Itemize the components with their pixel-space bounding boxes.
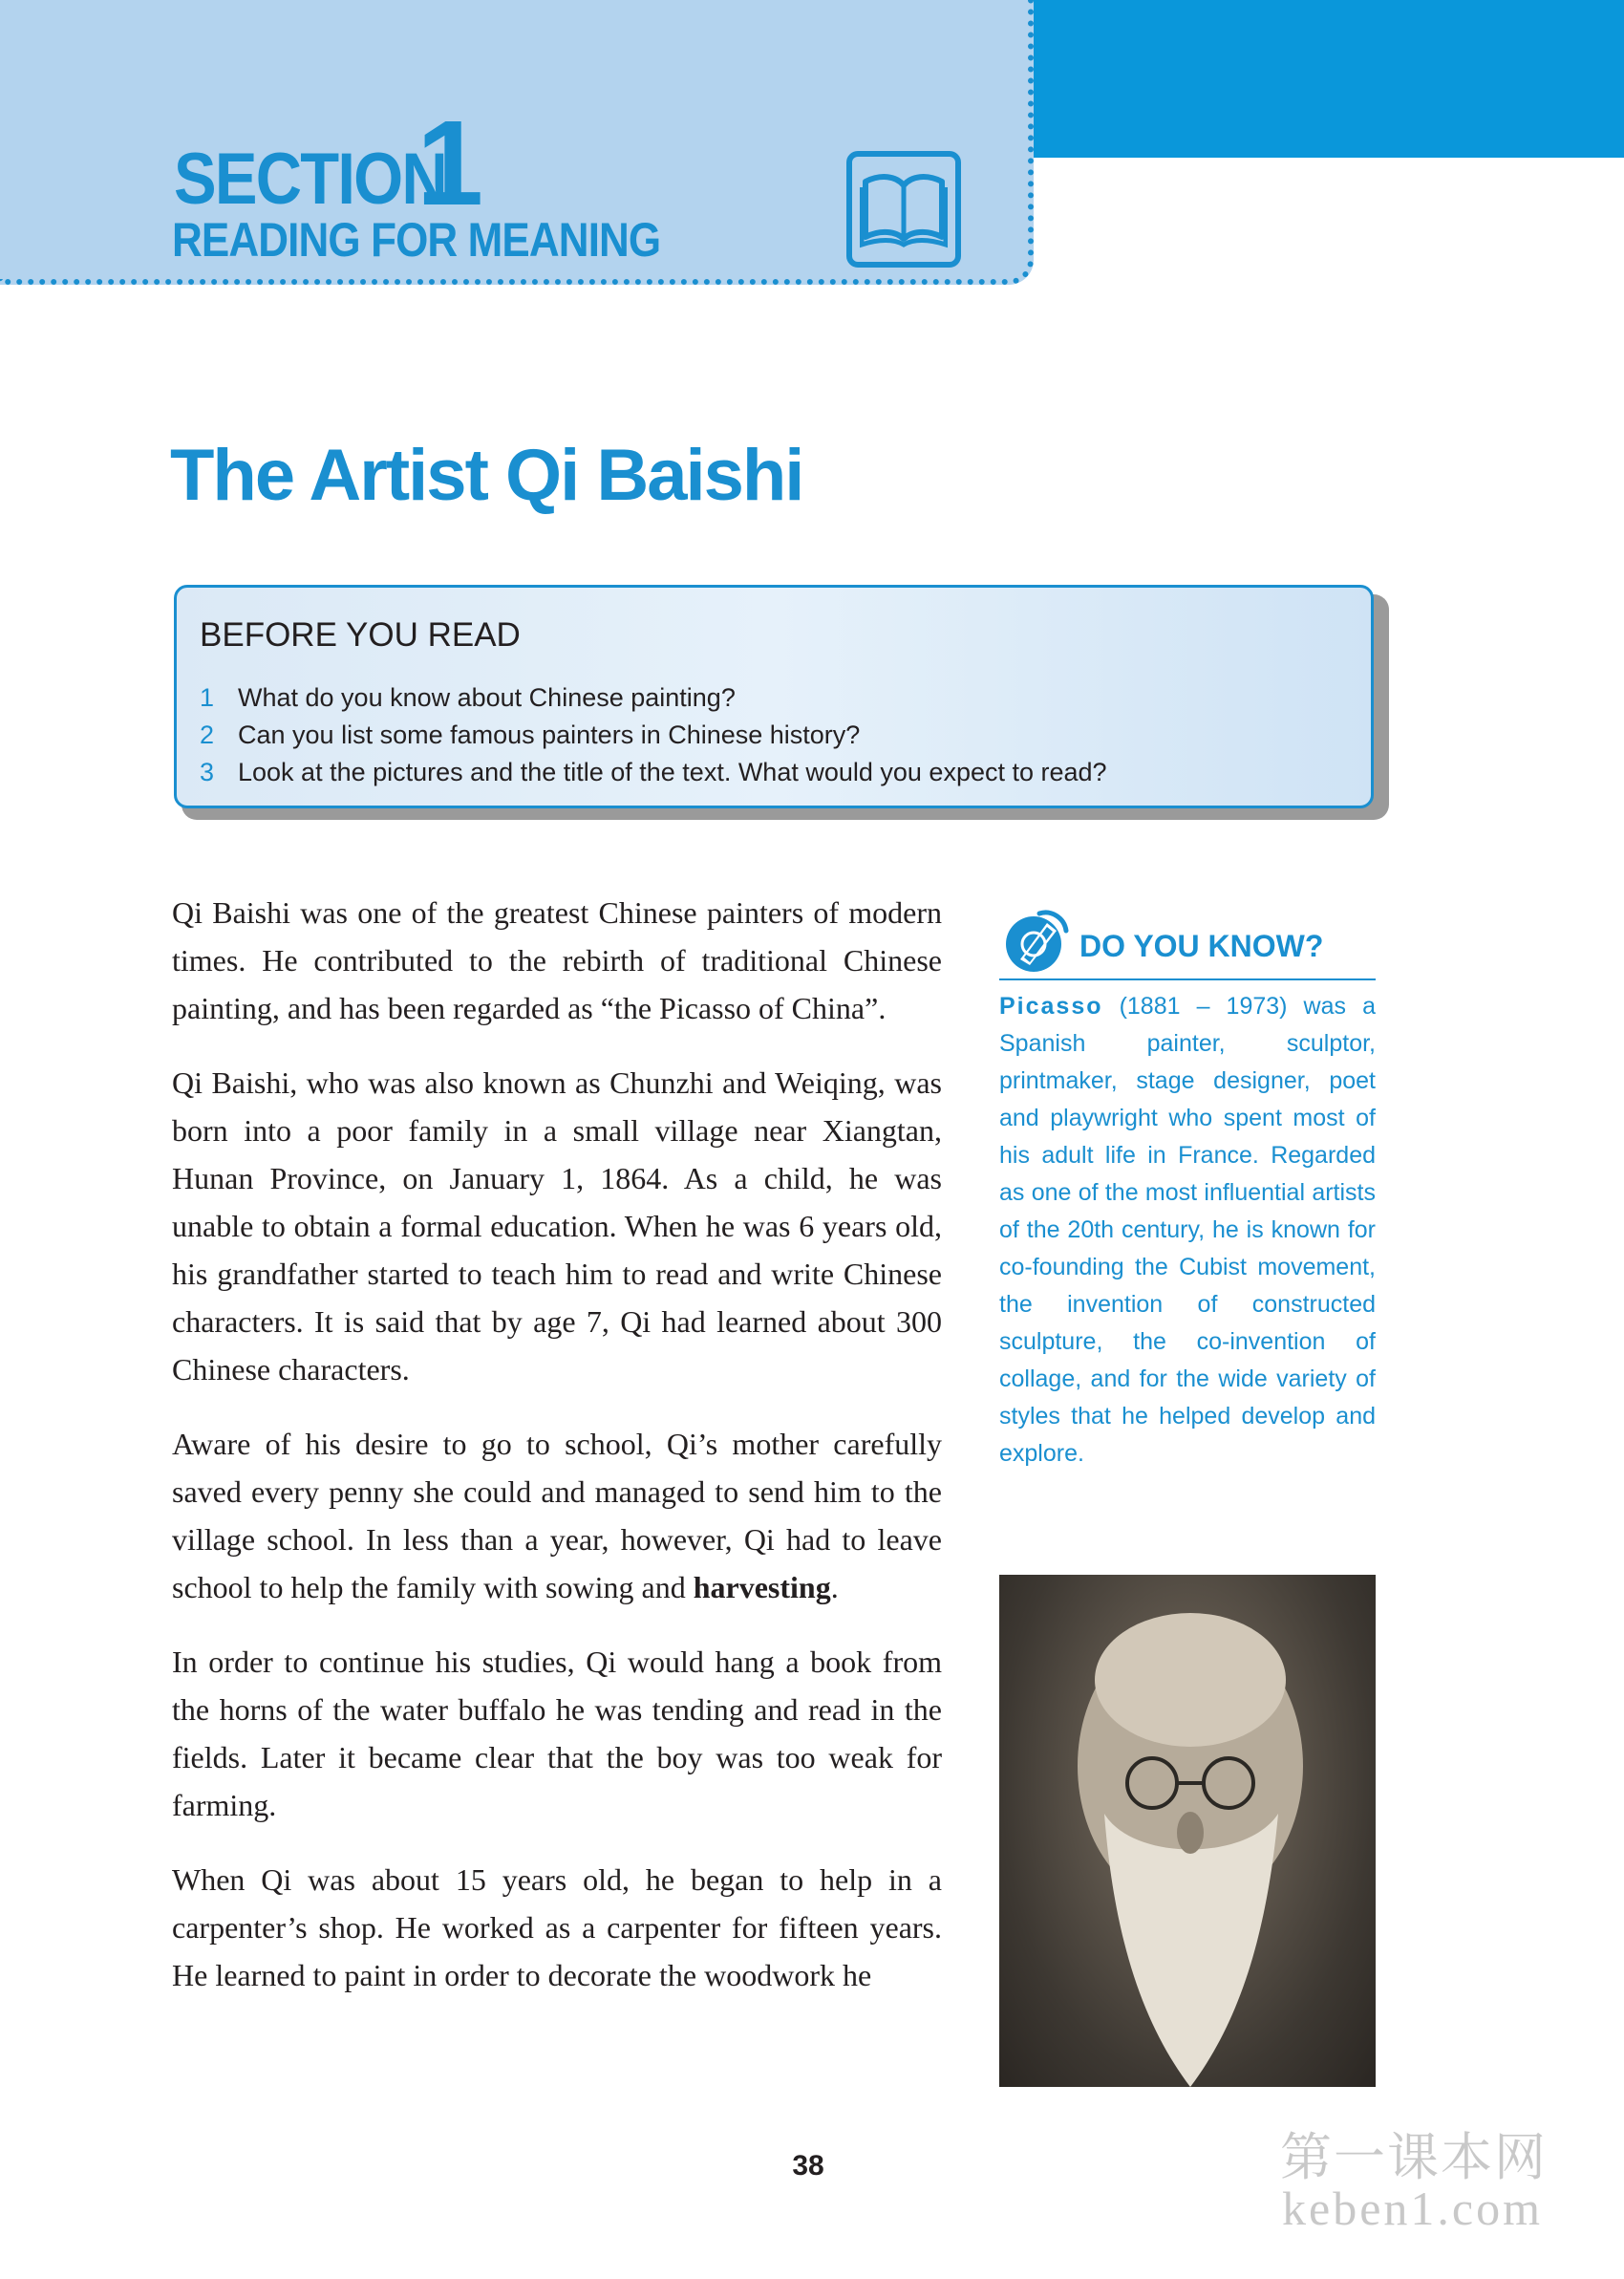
paragraph: When Qi was about 15 years old, he began to help in a carpenter’s shop. He worked as a carpenter for fifteen years. He learned to paint in order to decorate the woodwork he xyxy=(172,1862,942,1992)
question-item xyxy=(200,679,1107,717)
paragraph xyxy=(172,1420,942,1611)
article-body xyxy=(172,889,942,2026)
before-you-read-heading: BEFORE YOU READ xyxy=(200,616,521,654)
section-number: 1 xyxy=(417,96,484,230)
section-label: SECTION xyxy=(174,139,446,220)
question-number: 2 xyxy=(200,720,215,749)
term-name: Picasso xyxy=(999,993,1103,1020)
paragraph-text: Aware of his desire to go to school, Qi’s mother carefully saved every penny she could and managed to send him to the village school. In less than a year, however, Qi had to leave school to help the family with sowing and xyxy=(172,1427,942,1604)
question-text: What do you know about Chinese painting? xyxy=(238,683,736,712)
question-number: 3 xyxy=(200,758,215,786)
paragraph: Qi Baishi, who was also known as Chunzhi and Weiqing, was born into a poor family in a small village near Xiangtan, Hunan Province, on January 1, 1864. As a child, he was unable to obtain a formal education. When he was 6 years old, his grandfather started to teach him to read and write Chinese characters. It is said that by age 7, Qi had learned about 300 Chinese characters. xyxy=(172,1065,942,1387)
before-you-read-box xyxy=(174,585,1374,808)
section-subtitle: READING FOR MEANING xyxy=(172,213,661,267)
question-item xyxy=(200,754,1107,791)
open-book-icon xyxy=(846,151,961,268)
paragraph: In order to continue his studies, Qi would hang a book from the horns of the water buffalo he was tending and read in the fields. Later it became clear that the boy was too weak for farming. xyxy=(172,1645,942,1822)
question-number: 1 xyxy=(200,683,215,712)
watermark-text: 第一课本网 xyxy=(1280,2127,1548,2187)
do-you-know-title: DO YOU KNOW? xyxy=(1079,929,1324,963)
page-title: The Artist Qi Baishi xyxy=(170,435,803,516)
paragraph: Qi Baishi was one of the greatest Chinese painters of modern times. He contributed to the rebirth of traditional Chinese painting, and has been regarded as “the Picasso of China”. xyxy=(172,895,942,1025)
paragraph-text-end: . xyxy=(830,1570,839,1604)
question-text: Look at the pictures and the title of the text. What would you expect to read? xyxy=(238,758,1107,786)
header-accent-bar xyxy=(1034,0,1624,158)
pencil-badge-icon xyxy=(1001,906,1072,981)
term-description: (1881 – 1973) was a Spanish painter, sculptor, printmaker, stage designer, poet and playwright who spent most of his adult life in France. Regarded as one of the most influential artists of the 20th century, he is known for co-founding the Cubist movement, the invention of constructed sculpture, the co-invention of collage, and for the wide variety of styles that he helped develop and explore. xyxy=(999,993,1376,1467)
do-you-know-sidebar xyxy=(999,906,1376,1473)
before-you-read-list xyxy=(200,679,1107,791)
page-number: 38 xyxy=(792,2150,824,2182)
watermark-url: keben1.com xyxy=(1282,2182,1543,2235)
question-item xyxy=(200,717,1107,754)
vocabulary-word: harvesting xyxy=(693,1570,831,1604)
do-you-know-header xyxy=(999,906,1376,980)
portrait-photo xyxy=(999,1575,1376,2087)
question-text: Can you list some famous painters in Chinese history? xyxy=(238,720,861,749)
do-you-know-text xyxy=(999,988,1376,1473)
